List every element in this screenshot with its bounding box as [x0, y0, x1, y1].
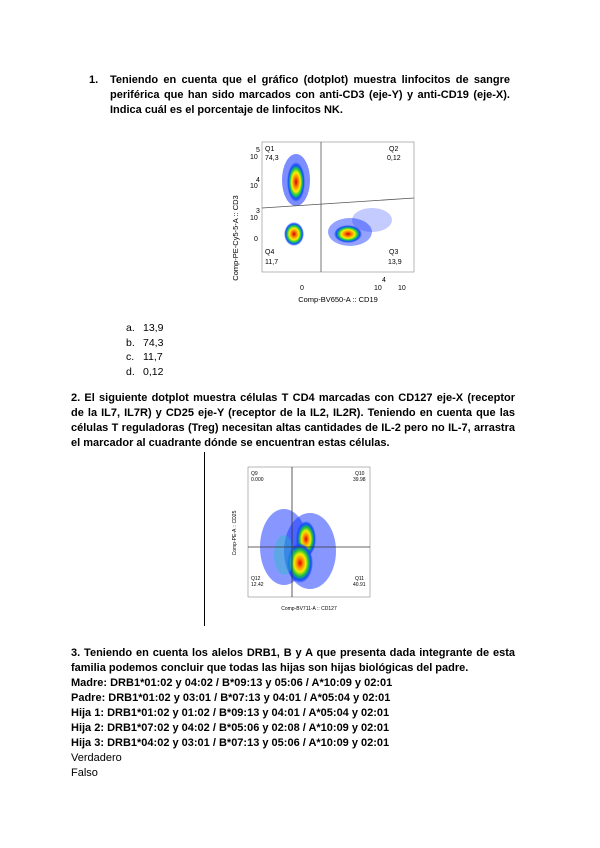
- option-d[interactable]: d. 0,12: [126, 365, 164, 378]
- plot1-q1-value: 74,3: [265, 155, 279, 162]
- plot1-q2-name: Q2: [389, 146, 399, 153]
- plot1-xtick: 10: [398, 285, 406, 292]
- plot2-q11-value: 40.91: [353, 582, 366, 588]
- answer-verdadero[interactable]: Verdadero: [71, 752, 122, 764]
- plot1-q3-value: 13,9: [388, 259, 402, 266]
- plot1-ytick: 10: [250, 215, 258, 222]
- allele-line-hija-3: Hija 3: DRB1*04:02 y 03:01 / B*07:13 y 05:06 / A*10:09 y 02:01: [71, 737, 390, 749]
- plot1-gate-horizontal: [262, 198, 414, 208]
- plot2-q10-value: 39.98: [353, 477, 366, 483]
- dotplot-cd25-cd127[interactable]: [226, 463, 376, 615]
- allele-line-hija-1: Hija 1: DRB1*01:02 y 01:02 / B*09:13 y 04:01 / A*05:04 y 02:01: [71, 707, 390, 719]
- plot2-q9-name: Q9: [251, 471, 258, 477]
- plot1-xtick: 0: [300, 285, 304, 292]
- drop-zone-divider: [204, 452, 205, 626]
- question-1-options: [126, 321, 163, 379]
- plot1-xtick: 10: [374, 285, 382, 292]
- allele-line-madre: Madre: DRB1*01:02 y 04:02 / B*09:13 y 05:06 / A*10:09 y 02:01: [71, 677, 393, 689]
- plot2-q10-name: Q10: [355, 471, 365, 477]
- plot1-ytick: 4: [256, 177, 260, 184]
- plot1-ytick: 3: [256, 208, 260, 215]
- plot1-q3-name: Q3: [389, 249, 399, 256]
- question-2-text: 2. El siguiente dotplot muestra células T CD4 marcadas con CD127 eje-X (receptor de la IL7, IL7R) y CD25 eje-Y (receptor de la IL2, IL2R). Teniendo en cuenta que las células T reguladoras (Treg) necesitan altas cantidades de IL-2 pero no IL-7, arrastra el marcador al cuadrante dónde se encuentran estas células.: [71, 392, 515, 449]
- option-c[interactable]: c. 11,7: [126, 351, 163, 363]
- option-a[interactable]: a. 13,9: [126, 322, 164, 334]
- plot2-q9-value: 0.000: [251, 477, 264, 483]
- plot1-q4-name: Q4: [265, 249, 275, 256]
- plot2-scatter: [260, 509, 336, 589]
- plot1-xtick: 4: [382, 277, 386, 284]
- plot1-ytick: 0: [254, 236, 258, 243]
- plot1-q2-value: 0,12: [387, 155, 401, 162]
- plot2-q12-value: 12.42: [251, 582, 264, 588]
- option-b[interactable]: b. 74,3: [126, 336, 164, 349]
- question-1: [90, 73, 510, 118]
- question-3: [71, 646, 515, 781]
- plot1-q4-value: 11,7: [265, 259, 279, 266]
- plot1-ytick: 5: [256, 147, 260, 154]
- plot2-x-label: Comp-BV711-A :: CD127: [281, 606, 337, 612]
- question-1-number: 1.: [89, 74, 99, 86]
- plot1-x-label: Comp-BV650-A :: CD19: [298, 295, 378, 304]
- allele-line-hija-2: Hija 2: DRB1*07:02 y 04:02 / B*05:06 y 02:08 / A*10:09 y 02:01: [71, 722, 390, 734]
- plot1-q1-name: Q1: [265, 146, 275, 153]
- question-3-title: 3. Teniendo en cuenta los alelos DRB1, B y A que presenta dada integrante de esta familia podemos concluir que todas las hijas son hijas biológicas del padre.: [71, 647, 515, 674]
- allele-line-padre: Padre: DRB1*01:02 y 03:01 / B*07:13 y 04:01 / A*05:04 y 02:01: [71, 692, 391, 704]
- plot2-y-label: Comp-PE-A :: CD25: [232, 510, 238, 556]
- question-1-text: Teniendo en cuenta que el gráfico (dotplot) muestra linfocitos de sangre periférica que han sido marcados con anti-CD3 (eje-Y) y anti-CD19 (eje-X). Indica cuál es el porcentaje de linfocitos NK.: [110, 74, 510, 116]
- plot2-q12-name: Q12: [251, 576, 261, 582]
- plot1-scatter: [282, 154, 392, 246]
- answer-falso[interactable]: Falso: [71, 767, 98, 779]
- plot1-ytick: 10: [250, 183, 258, 190]
- plot1-ytick: 10: [250, 154, 258, 161]
- plot2-q11-name: Q11: [355, 576, 365, 582]
- dotplot-cd3-cd19: [222, 140, 422, 308]
- plot1-y-label: Comp-PE-Cy5-5-A :: CD3: [231, 195, 240, 281]
